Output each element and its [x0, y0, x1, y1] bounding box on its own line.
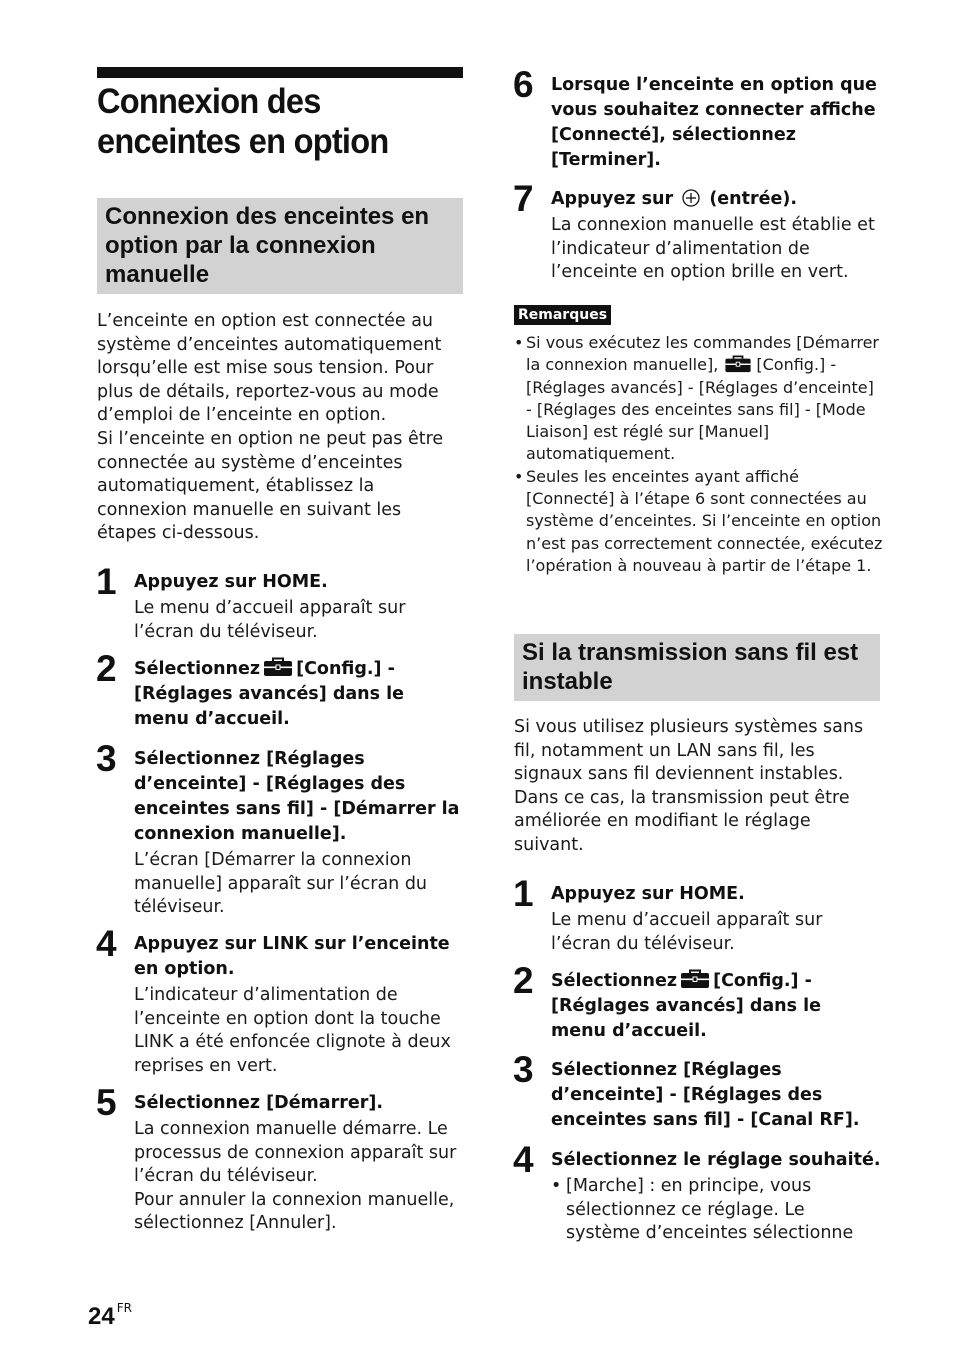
- step-title: Appuyez sur LINK sur l’enceinte en option.: [134, 934, 450, 979]
- step-title: Appuyez sur HOME.: [551, 884, 745, 904]
- page-title: Connexion des enceintes en option: [97, 82, 389, 161]
- step-number: 6: [513, 64, 534, 105]
- page-language-code: FR: [116, 1301, 132, 1315]
- step-title: Sélectionnez le réglage souhaité.: [551, 1150, 881, 1170]
- page-number: [88, 1293, 132, 1332]
- step-description: La connexion manuelle démarre. Le processus de connexion apparaît sur l’écran du téléviseur.: [134, 1119, 457, 1187]
- step-title: Sélectionnez [Réglages d’enceinte] - [Réglages des enceintes sans fil] - [Canal RF].: [551, 1060, 860, 1130]
- step-title: Lorsque l’enceinte en option que vous souhaitez connecter affiche [Connecté], sélectionnez [Terminer].: [551, 75, 877, 170]
- enter-circle-icon: [681, 188, 701, 208]
- step-number: 4: [96, 923, 117, 964]
- section-heading-unstable-text: Si la transmission sans fil est instable: [522, 639, 859, 695]
- step-title-start: Appuyez sur: [551, 189, 674, 209]
- unstable-step-1: [513, 873, 881, 956]
- step-number: 3: [96, 738, 117, 779]
- remarks-badge: Remarques: [514, 305, 611, 325]
- step-title: [551, 969, 881, 1044]
- step-title: Sélectionnez [Réglages d’enceinte] - [Réglages des enceintes sans fil] - [Démarrer la connexion manuelle].: [134, 749, 460, 844]
- step-title-end: (entrée).: [709, 189, 798, 209]
- step-number: 1: [96, 561, 117, 602]
- step-title-end: [Config.] - [Réglages avancés] dans le menu d’accueil.: [551, 971, 821, 1041]
- page-number-value: 24: [88, 1303, 115, 1330]
- section-heading-unstable: [514, 634, 880, 701]
- toolbox-icon: [723, 355, 753, 373]
- remark-item: • Seules les enceintes ayant affiché [Connecté] à l’étape 6 sont connectées au système d’enceintes. Si l’enceinte en option n’est pas correctement connectée, exécutez l’opération à nouveau à partir de l’étape 1.: [514, 466, 884, 577]
- step-title: Sélectionnez [Démarrer].: [134, 1093, 384, 1113]
- step-1: [96, 561, 464, 644]
- unstable-step-2: [513, 960, 881, 1044]
- step-7: [513, 178, 881, 285]
- remark-text-start: Si vous exécutez les commandes [Démarrer la connexion manuelle],: [526, 333, 880, 375]
- toolbox-icon: [680, 969, 710, 989]
- step-description: L’indicateur d’alimentation de l’enceinte en option dont la touche LINK a été enfoncée clignote à deux reprises en vert.: [134, 985, 451, 1076]
- intro-block: [97, 310, 465, 546]
- step-description-cancel: Pour annuler la connexion manuelle, sélectionnez [Annuler].: [134, 1189, 455, 1234]
- intro-paragraph-2: Si l’enceinte en option ne peut pas être connectée au système d’enceintes automatiquement, établissez la connexion manuelle en suivant les étapes ci-dessous.: [97, 428, 444, 544]
- intro-paragraph: L’enceinte en option est connectée au système d’enceintes automatiquement lorsqu’elle est mise sous tension. Pour plus de détails, reportez-vous au mode d’emploi de l’enceinte en option.: [97, 311, 442, 426]
- step-5: [96, 1082, 464, 1236]
- unstable-intro: [514, 716, 882, 858]
- step-number: 4: [513, 1139, 534, 1180]
- remarks-list: [514, 332, 884, 577]
- step-title: [134, 657, 464, 732]
- toolbox-icon: [263, 657, 293, 677]
- step-bullet: • [Marche] : en principe, vous sélectionnez ce réglage. Le système d’enceintes sélectionne: [551, 1175, 881, 1246]
- step-number: 2: [96, 648, 117, 689]
- title-rule: [97, 67, 463, 78]
- step-4: [96, 923, 464, 1078]
- remark-text-end: [Config.] - [Réglages avancés] - [Réglages d’enceinte] - [Réglages des enceintes sans fil] - [Mode Liaison] est réglé sur [Manuel] automatiquement.: [526, 355, 874, 464]
- step-title-start: Sélectionnez: [134, 659, 261, 679]
- remark-item: [514, 332, 884, 466]
- step-3: [96, 738, 464, 920]
- unstable-step-4: [513, 1139, 881, 1246]
- step-title-start: Sélectionnez: [551, 971, 678, 991]
- step-description: Le menu d’accueil apparaît sur l’écran du téléviseur.: [551, 910, 823, 954]
- step-number: 2: [513, 960, 534, 1001]
- step-title: [551, 187, 881, 212]
- step-description: La connexion manuelle est établie et l’indicateur d’alimentation de l’enceinte en option brille en vert.: [551, 215, 875, 283]
- step-number: 3: [513, 1049, 534, 1090]
- unstable-step-3: [513, 1049, 881, 1133]
- step-2: [96, 648, 464, 732]
- step-6: [513, 64, 881, 173]
- step-title-end: [Config.] - [Réglages avancés] dans le menu d’accueil.: [134, 659, 404, 729]
- section-heading-manual-text: Connexion des enceintes en option par la connexion manuelle: [105, 203, 430, 288]
- step-description: L’écran [Démarrer la connexion manuelle] apparaît sur l’écran du téléviseur.: [134, 850, 428, 918]
- step-number: 5: [96, 1082, 117, 1123]
- step-number: 7: [513, 178, 534, 219]
- section-heading-manual: [97, 198, 463, 294]
- step-description: Le menu d’accueil apparaît sur l’écran du téléviseur.: [134, 598, 406, 642]
- step-title: Appuyez sur HOME.: [134, 572, 328, 592]
- step-number: 1: [513, 873, 534, 914]
- unstable-intro-paragraph: Si vous utilisez plusieurs systèmes sans fil, notamment un LAN sans fil, les signaux sans fil deviennent instables. Dans ce cas, la transmission peut être améliorée en modifiant le réglage suivant.: [514, 717, 864, 855]
